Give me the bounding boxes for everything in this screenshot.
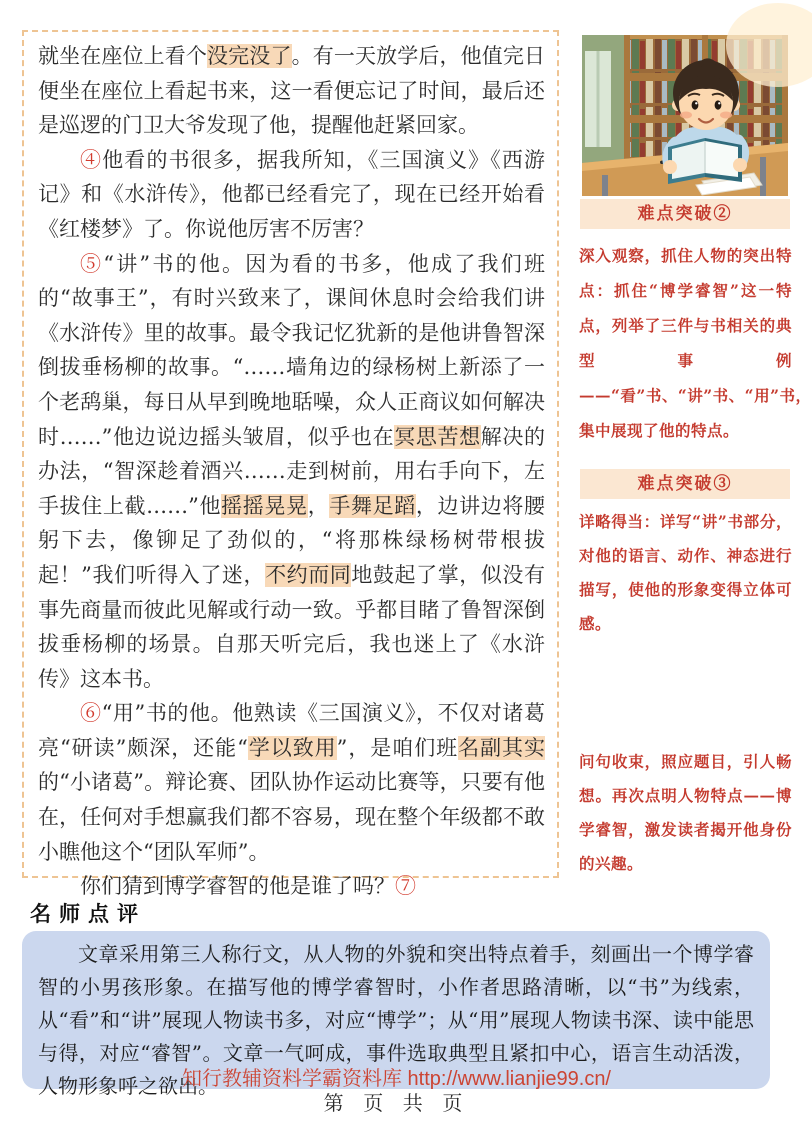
essay-run: ”，是咱们班: [336, 735, 459, 760]
highlighted-phrase: 不约而同: [265, 562, 352, 587]
highlighted-phrase: 学以致用: [247, 735, 337, 760]
essay-run: “讲”书的他。因为看的书多，他成了我们班的“故事王”，有时兴致来了，课间休息时会给我们讲《水浒传》里的故事。最令我记忆犹新的是他讲鲁智深倒拔垂杨柳的故事。“……墙角边的绿杨树上新添了一个老鸹巢，每日从早到晚地聒噪，众人正商议如何解决时……”他边说边摇头皱眉，似乎也在: [38, 251, 545, 449]
essay-box: [22, 30, 559, 899]
essay-run: ，边讲边将腰躬下去，像铆足了劲似的，“将那株绿杨树带根拔起！”我们听得入了迷，: [38, 493, 546, 587]
paragraph-number: ⑥: [80, 701, 102, 726]
review-heading: 名师点评: [30, 903, 146, 926]
highlighted-phrase: 没完没了: [207, 44, 292, 68]
essay-run: “用”书的他。他熟读《三国演义》，不仅对诸葛亮“研读”颇深，还能“: [38, 701, 545, 760]
essay-run: 他看的书很多，据我所知，《三国演义》《西游记》和《水浒传》，他都已经看完了，现在已经开始看《红楼梦》了。你说他厉害不厉害？: [38, 147, 546, 241]
paragraph-number: ④: [80, 147, 103, 172]
essay-run: 你们猜到博学睿智的他是谁了吗？: [80, 874, 395, 899]
boy-reading-illustration-svg: [582, 35, 788, 196]
essay-text: [38, 39, 545, 904]
essay-paragraph: [38, 39, 545, 143]
essay-run: 就坐在座位上看个: [38, 44, 208, 68]
boy-reading-illustration: [582, 35, 788, 196]
footer-watermark-link[interactable]: 知行教辅资料学霸资料库 http://www.lianjie99.cn/: [182, 1068, 611, 1090]
essay-run: ，: [307, 493, 330, 518]
highlighted-phrase: 名副其实: [458, 735, 546, 760]
essay-run: 地鼓起了掌，似没有事先商量而彼此见解或行动一致。乎都目睹了鲁智深倒拔垂杨柳的场景。自那天听完后，我也迷上了《水浒传》这本书。: [38, 562, 545, 691]
footer-page-label: 第 页 共 页: [323, 1093, 470, 1115]
essay-paragraph: [38, 143, 545, 247]
essay-run: 。有一天放学后，他值完日便坐在座位上看起书来，这一看便忘记了时间，最后还是巡逻的门卫大爷发现了他，提醒他赶紧回家。: [38, 44, 546, 138]
review-text: 文章采用第三人称行文，从人物的外貌和突出特点着手，刻画出一个博学睿智的小男孩形象。在描写他的博学睿智时，小作者思路清晰，以“书”为线索，从“看”和“讲”展现人物读书多，对应“博学”；从“用”展现人物读书深、读中能思与得，对应“睿智”。文章一气呵成，事件选取典型且紧扣中心，语言生动活泼，人物形象呼之欲出。: [38, 942, 754, 1098]
essay-paragraph: [38, 247, 545, 697]
note-body-3: 详略得当：详写“讲”书部分，对他的语言、动作、神态进行描写，使他的形象变得立体可感。: [579, 512, 792, 633]
essay-run: 解决的办法，“智深趁着酒兴……走到树前，用右手向下，左手拔住上截……”他: [38, 424, 545, 518]
highlighted-phrase: 摇摇晃晃: [221, 493, 308, 518]
highlighted-phrase: 冥思苦想: [394, 424, 481, 449]
note-body-4: 问句收束，照应题目，引人畅想。再次点明人物特点——博学睿智，激发读者揭开他身份的兴趣。: [579, 752, 792, 873]
note-body-2: 深入观察，抓住人物的突出特点：抓住“博学睿智”这一特点，列举了三件与书相关的典型事例——“看”书、“讲”书、“用”书，集中展现了他的特点。: [579, 246, 812, 440]
essay-paragraph: [38, 696, 545, 869]
note-title-3: 难点突破③: [580, 469, 790, 499]
highlighted-phrase: 手舞足蹈: [329, 493, 416, 518]
paragraph-number: ⑦: [395, 874, 416, 899]
paragraph-number: ⑤: [80, 251, 104, 276]
essay-run: 的“小诸葛”。辩论赛、团队协作运动比赛等，只要有他在，任何对手想赢我们都不容易，现在整个年级都不敢小瞧他这个“团队军师”。: [38, 770, 545, 864]
note-title-2: 难点突破②: [580, 199, 790, 229]
